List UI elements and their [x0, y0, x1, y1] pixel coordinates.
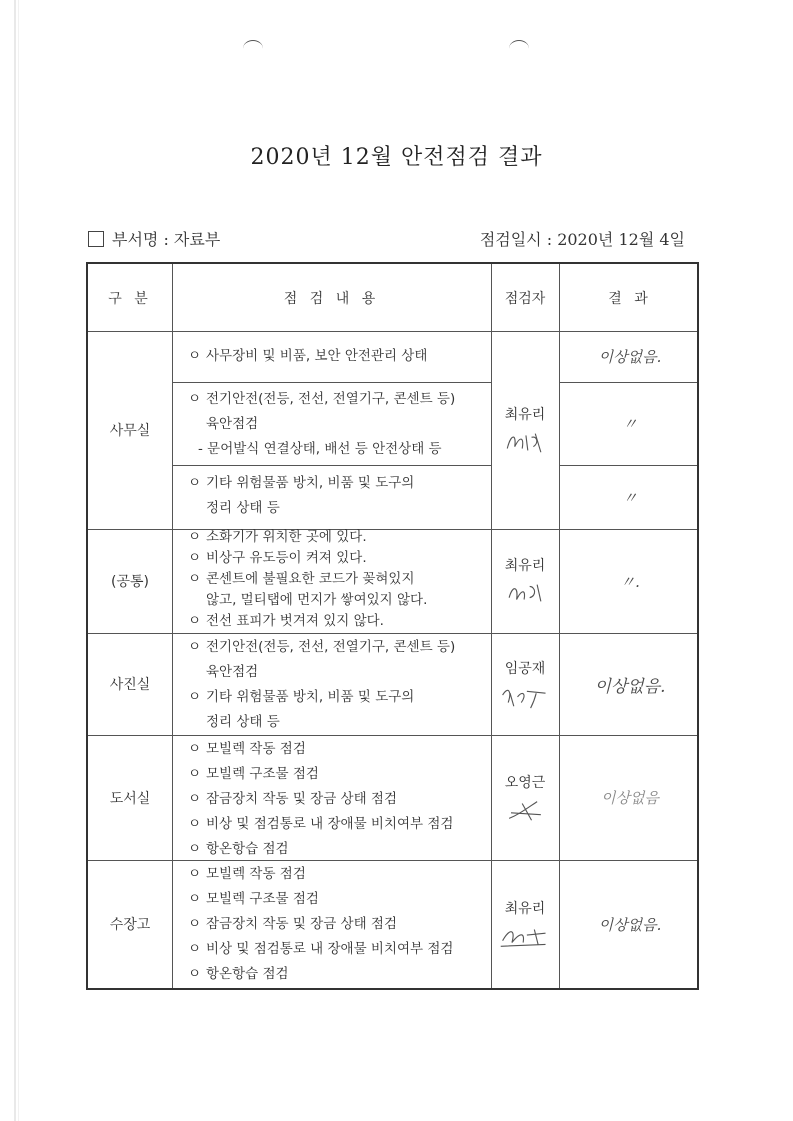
- check-items: [188, 527, 427, 632]
- bullet-icon: ㅇ: [188, 529, 202, 545]
- check-item: ㅇ 기타 위험물품 방치, 비품 및 도구의: [188, 685, 455, 710]
- bullet-icon: ㅇ: [188, 816, 202, 832]
- row-divider: [172, 465, 491, 466]
- inspector-cell: [491, 331, 559, 529]
- check-item: ㅇ 잠금장치 작동 및 장금 상태 점검: [188, 787, 453, 812]
- result-handwritten: 〃: [622, 488, 638, 507]
- bullet-icon: ㅇ: [188, 791, 202, 807]
- check-item: ㅇ 모빌렉 작동 점검: [188, 862, 453, 887]
- category-cell: (공통): [111, 574, 149, 590]
- column-divider: [172, 264, 173, 988]
- bullet-icon: ㅇ: [188, 571, 202, 587]
- inspector-cell: [491, 529, 559, 633]
- check-item-continued: 정리 상태 등: [206, 500, 280, 516]
- punch-hole-right: [509, 40, 529, 57]
- category-cell: 도서실: [109, 790, 151, 807]
- result-handwritten: 〃: [622, 415, 638, 433]
- check-item: ㅇ 모빌렉 구조물 점검: [188, 762, 453, 787]
- bullet-icon: ㅇ: [188, 966, 202, 982]
- category-cell: 사무실: [109, 423, 151, 439]
- check-item: ㅇ 기타 위험물품 방치, 비품 및 도구의: [188, 471, 414, 496]
- checkbox-icon: [88, 231, 104, 247]
- result-handwritten: 이상없음: [601, 789, 659, 807]
- bullet-icon: ㅇ: [188, 689, 202, 705]
- page-title: 2020년 12월 안전점검 결과: [250, 145, 543, 170]
- category-cell: 사진실: [109, 677, 151, 693]
- result-handwritten: 이상없음.: [594, 676, 666, 697]
- signature-mark: [497, 922, 553, 950]
- result-handwritten: 이상없음.: [598, 915, 662, 934]
- check-item: ㅇ 잠금장치 작동 및 장금 상태 점검: [188, 912, 453, 937]
- signature-mark: [502, 796, 548, 824]
- bullet-icon: ㅇ: [188, 841, 202, 857]
- inspector-name: 오영근: [504, 774, 546, 791]
- inspector-cell: [491, 633, 559, 735]
- check-item: ㅇ 항온항습 점검: [188, 962, 453, 987]
- inspector-name: 최유리: [504, 407, 546, 423]
- bullet-icon: ㅇ: [188, 550, 202, 566]
- inspection-table: [86, 262, 699, 990]
- check-item: ㅇ 소화기가 위치한 곳에 있다.: [188, 527, 427, 548]
- header-category: 구 분: [108, 290, 152, 307]
- check-items: [188, 344, 427, 369]
- header-result: 결 과: [608, 290, 652, 307]
- inspector-cell: [491, 735, 559, 860]
- signature-mark: [502, 428, 548, 456]
- check-item-continued: 육안점검: [206, 664, 259, 680]
- bullet-icon: ㅇ: [188, 941, 202, 957]
- bullet-icon: ㅇ: [188, 766, 202, 782]
- inspector-name: 최유리: [504, 901, 546, 917]
- bullet-icon: ㅇ: [188, 613, 202, 629]
- check-item: ㅇ 사무장비 및 비품, 보안 안전관리 상태: [188, 344, 427, 369]
- check-item-continued: 육안점검: [206, 416, 259, 432]
- check-item-continued: 정리 상태 등: [206, 714, 280, 730]
- category-cell: 수장고: [109, 917, 151, 933]
- check-item: ㅇ 비상 및 점검통로 내 장애물 비치여부 점검: [188, 937, 453, 962]
- check-items: [188, 862, 453, 987]
- signature-mark: [497, 682, 553, 710]
- row-divider: [172, 382, 491, 383]
- check-item-continued: 않고, 멀티탭에 먼지가 쌓여있지 않다.: [206, 592, 428, 608]
- bullet-icon: ㅇ: [188, 741, 202, 757]
- department-line: [88, 227, 220, 250]
- check-items: [188, 737, 453, 862]
- check-item-sub: - 문어발식 연결상태, 배선 등 안전상태 등: [198, 441, 442, 457]
- bullet-icon: ㅇ: [188, 348, 202, 364]
- check-item: ㅇ 모빌렉 작동 점검: [188, 737, 453, 762]
- signature-mark: [502, 579, 548, 607]
- result-handwritten: 〃.: [620, 572, 640, 591]
- check-items: [188, 387, 455, 462]
- header-inspector: 점검자: [504, 290, 546, 307]
- inspector-name: 임공재: [504, 661, 546, 677]
- bullet-icon: ㅇ: [188, 891, 202, 907]
- punch-hole-left: [243, 40, 263, 57]
- check-item: ㅇ 항온항습 점검: [188, 837, 453, 862]
- bullet-icon: ㅇ: [188, 475, 202, 491]
- check-item: ㅇ 비상구 유도등이 켜져 있다.: [188, 548, 427, 569]
- check-item: ㅇ 콘센트에 불필요한 코드가 꽂혀있지: [188, 569, 427, 590]
- bullet-icon: ㅇ: [188, 391, 202, 407]
- check-item: ㅇ 비상 및 점검통로 내 장애물 비치여부 점검: [188, 812, 453, 837]
- inspection-date: 점검일시 : 2020년 12월 4일: [479, 230, 685, 249]
- header-content: 점 검 내 용: [283, 290, 380, 307]
- bullet-icon: ㅇ: [188, 916, 202, 932]
- bullet-icon: ㅇ: [188, 639, 202, 655]
- inspector-name: 최유리: [504, 558, 546, 574]
- check-items: [188, 635, 455, 735]
- check-item: ㅇ 전선 표피가 벗겨져 있지 않다.: [188, 611, 427, 632]
- department-label: 부서명 : 자료부: [112, 230, 221, 249]
- check-item: ㅇ 모빌렉 구조물 점검: [188, 887, 453, 912]
- check-item: ㅇ 전기안전(전등, 전선, 전열기구, 콘센트 등): [188, 387, 455, 412]
- result-handwritten: 이상없음.: [598, 348, 662, 366]
- inspector-cell: [491, 860, 559, 988]
- bullet-icon: ㅇ: [188, 866, 202, 882]
- check-item: ㅇ 전기안전(전등, 전선, 전열기구, 콘센트 등): [188, 635, 455, 660]
- check-items: [188, 471, 414, 521]
